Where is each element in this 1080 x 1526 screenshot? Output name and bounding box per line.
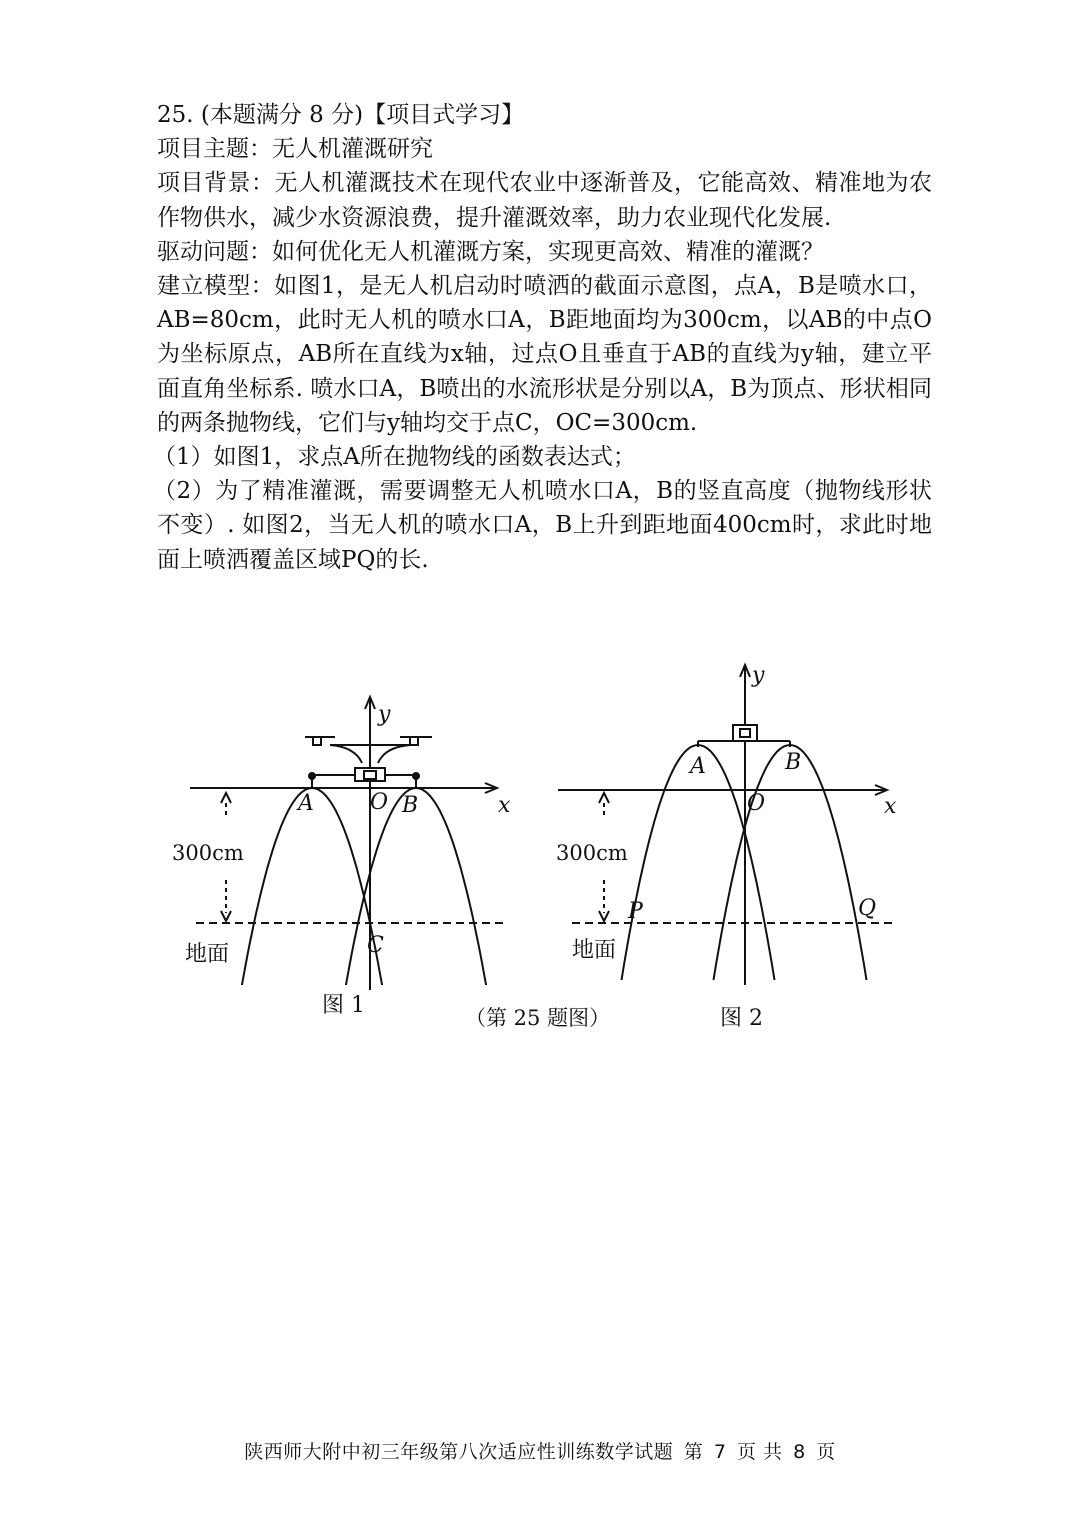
problem-25 [153,98,932,577]
fig2-y-label: y [752,663,765,688]
page-footer [0,1437,1080,1464]
fig1-point-c: C [367,933,384,958]
fig2-x-label: x [884,794,897,819]
figure-1-labels [172,702,511,1018]
part-1: （1）如图1，求点A所在抛物线的函数表达式； [153,444,636,471]
fig1-drone-icon [305,737,432,788]
footer-page-prefix: 第 [683,1441,704,1463]
figure-2-labels [556,663,897,1031]
figures-area [0,655,1080,1055]
fig1-x-label: x [498,793,511,818]
footer-page-num: 7 [713,1441,727,1463]
figures-caption: （第 25 题图） [465,1006,611,1030]
project-background: 项目背景：无人机灌溉技术在现代农业中逐渐普及，它能高效、精准地为农作物供水，减少水资源浪费，提升灌溉效率，助力农业现代化发展. [157,170,932,231]
fig1-parabola-a [242,788,382,985]
fig2-point-p: P [628,899,643,924]
fig2-point-a: A [690,754,706,779]
fig2-point-q: Q [858,896,877,921]
fig1-caption: 图 1 [322,993,365,1018]
fig1-ground-label: 地面 [185,942,230,967]
footer-total: 8 [793,1441,806,1463]
fig1-point-a: A [298,791,314,816]
fig2-point-b: B [785,750,802,775]
footer-page-mid: 页 共 [737,1441,783,1463]
part-2: （2）为了精准灌溉，需要调整无人机喷水口A，B的竖直高度（抛物线形状不变）. 如图2，当无人机的喷水口A，B上升到距地面400cm时，求此时地面上喷洒覆盖区域PQ的长. [153,478,932,573]
driving-question: 驱动问题：如何优化无人机灌溉方案，实现更高效、精准的灌溉？ [157,238,824,265]
model-description: 建立模型：如图1，是无人机启动时喷洒的截面示意图，点A，B是喷水口，AB=80cm，此时无人机的喷水口A，B距地面均为300cm，以AB的中点O为坐标原点，AB所在直线为x轴，过点O且垂直于AB的直线为y轴，建立平面直角坐标系. 喷水口A，B喷出的水流形状是分别以A，B为顶点、形状相同的两条抛物线，它们与y轴均交于点C，OC=300cm. [157,273,932,436]
footer-page-suffix: 页 [816,1441,836,1463]
fig2-ground-label: 地面 [572,938,617,963]
project-theme: 项目主题：无人机灌溉研究 [157,136,433,163]
fig1-point-o: O [370,790,389,815]
footer-school: 陕西师大附中初三年级第八次适应性训练数学试题 [244,1441,674,1463]
fig2-height-label: 300cm [556,841,628,865]
fig1-height-label: 300cm [172,841,244,865]
fig1-y-label: y [378,702,391,727]
problem-header: 25. (本题满分 8 分)【项目式学习】 [157,102,525,128]
fig2-parabola-b [714,745,867,980]
figure-2 [558,665,895,985]
fig2-parabola-a [622,745,775,980]
figures-svg [0,655,1080,1055]
fig1-point-b: B [402,793,419,818]
fig2-point-o: O [747,791,766,816]
fig2-caption: 图 2 [720,1006,763,1031]
